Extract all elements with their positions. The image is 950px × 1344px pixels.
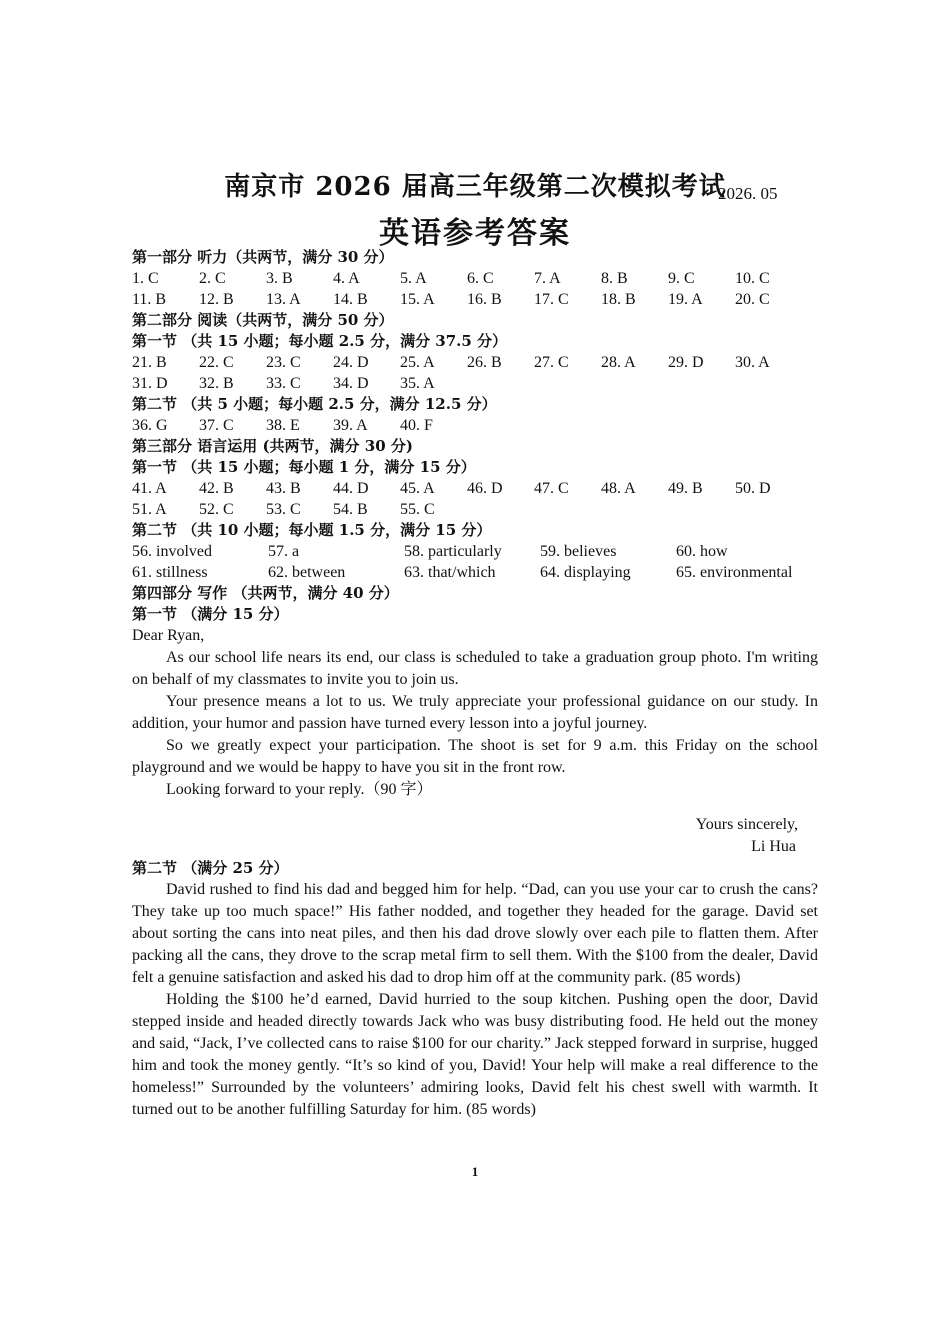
story-paragraph: Holding the $100 he’d earned, David hurried to the soup kitchen. Pushing open the door, David stepped inside and headed directly towards Jack who was busy distributing food. He held out the money and said, “Jack, I’ve collected cans to raise $100 for our charity.” Jack stepped forward in surprise, hugged him and took the money gently. “It’s so kind of you, David! Your help will make a real difference to the homeless!” Surrounded by the volunteers’ admiring looks, David felt his chest swell with warmth. It turned out to be another fulfilling Saturday for him. (85 words) bbox=[132, 991, 818, 1118]
answer-item: 26. B bbox=[467, 354, 502, 371]
letter-paragraph: So we greatly expect your participation. The shoot is set for 9 a.m. this Friday on the school playground and we would be happy to have you sit in the front row. bbox=[132, 737, 818, 776]
page-number: 1 bbox=[471, 1164, 479, 1179]
answer-item: 54. B bbox=[333, 501, 368, 518]
answer-item: 9. C bbox=[668, 270, 695, 287]
answer-item: 49. B bbox=[668, 480, 703, 497]
letter-paragraph: As our school life nears its end, our class is scheduled to take a graduation group photo. I'm writing on behalf of my classmates to invite you to join us. bbox=[132, 649, 818, 688]
answer-item: 53. C bbox=[266, 501, 301, 518]
answer-item: 14. B bbox=[333, 291, 368, 308]
answer-item: 41. A bbox=[132, 480, 167, 497]
answer-item: 22. C bbox=[199, 354, 234, 371]
letter-greeting: Dear Ryan, bbox=[132, 627, 205, 644]
answer-item: 19. A bbox=[668, 291, 703, 308]
answer-item: 16. B bbox=[467, 291, 502, 308]
answer-row bbox=[132, 478, 818, 499]
part4-section2-heading: 第二节 （满分 25 分） bbox=[132, 859, 289, 877]
answer-item: 42. B bbox=[199, 480, 234, 497]
part2-section1-heading: 第一节 （共 15 小题；每小题 2.5 分，满分 37.5 分） bbox=[132, 332, 508, 350]
answer-item: 57. a bbox=[268, 543, 300, 560]
answer-item: 61. stillness bbox=[132, 564, 208, 581]
answer-row bbox=[132, 562, 818, 583]
answer-item: 2. C bbox=[199, 270, 226, 287]
answer-item: 38. E bbox=[266, 417, 300, 434]
answer-item: 5. A bbox=[400, 270, 427, 287]
answer-row bbox=[132, 373, 818, 394]
answer-item: 34. D bbox=[333, 375, 369, 392]
letter-paragraph: Looking forward to your reply.（90 字） bbox=[166, 781, 433, 798]
part2-heading: 第二部分 阅读（共两节，满分 50 分） bbox=[132, 311, 394, 329]
answer-item: 52. C bbox=[199, 501, 234, 518]
answer-item: 59. believes bbox=[540, 543, 617, 560]
answer-item: 29. D bbox=[668, 354, 704, 371]
answer-row bbox=[132, 541, 818, 562]
answer-item: 10. C bbox=[735, 270, 770, 287]
part3-section1-heading: 第一节 （共 15 小题；每小题 1 分，满分 15 分） bbox=[132, 458, 476, 476]
answer-row bbox=[132, 415, 818, 436]
answer-item: 17. C bbox=[534, 291, 569, 308]
answer-item: 51. A bbox=[132, 501, 167, 518]
answer-item: 24. D bbox=[333, 354, 369, 371]
answer-row bbox=[132, 268, 818, 289]
answer-item: 50. D bbox=[735, 480, 771, 497]
answer-item: 6. C bbox=[467, 270, 494, 287]
answer-item: 18. B bbox=[601, 291, 636, 308]
answer-key-content bbox=[132, 247, 818, 1121]
answer-item: 56. involved bbox=[132, 543, 212, 560]
answer-item: 13. A bbox=[266, 291, 301, 308]
part4-section1-heading: 第一节 （满分 15 分） bbox=[132, 605, 289, 623]
answer-item: 40. F bbox=[400, 417, 433, 434]
answer-item: 63. that/which bbox=[404, 564, 496, 581]
letter-signature: Li Hua bbox=[751, 838, 796, 855]
part4-heading: 第四部分 写作 （共两节，满分 40 分） bbox=[132, 584, 399, 602]
answer-item: 31. D bbox=[132, 375, 168, 392]
answer-item: 46. D bbox=[467, 480, 503, 497]
answer-item: 27. C bbox=[534, 354, 569, 371]
answer-item: 7. A bbox=[534, 270, 561, 287]
answer-item: 64. displaying bbox=[540, 564, 631, 581]
answer-item: 20. C bbox=[735, 291, 770, 308]
exam-title: 南京市 2026 届高三年级第二次模拟考试 bbox=[224, 172, 726, 202]
part1-heading: 第一部分 听力（共两节，满分 30 分） bbox=[132, 248, 394, 266]
part3-section2-heading: 第二节 （共 10 小题；每小题 1.5 分，满分 15 分） bbox=[132, 521, 492, 539]
answer-item: 28. A bbox=[601, 354, 636, 371]
answer-item: 25. A bbox=[400, 354, 435, 371]
letter-paragraph: Your presence means a lot to us. We truly appreciate your professional guidance on our study. In addition, your humor and passion have turned every lesson into a joyful journey. bbox=[132, 693, 818, 732]
answer-item: 45. A bbox=[400, 480, 435, 497]
answer-item: 12. B bbox=[199, 291, 234, 308]
answer-item: 11. B bbox=[132, 291, 167, 308]
answer-item: 21. B bbox=[132, 354, 167, 371]
answer-row bbox=[132, 352, 818, 373]
answer-item: 62. between bbox=[268, 564, 346, 581]
answer-item: 58. particularly bbox=[404, 543, 502, 560]
answer-item: 55. C bbox=[400, 501, 435, 518]
answer-item: 3. B bbox=[266, 270, 293, 287]
answer-item: 23. C bbox=[266, 354, 301, 371]
answer-item: 39. A bbox=[333, 417, 368, 434]
answer-item: 4. A bbox=[333, 270, 360, 287]
answer-item: 37. C bbox=[199, 417, 234, 434]
letter-closing: Yours sincerely, bbox=[695, 816, 798, 833]
exam-title-row bbox=[0, 166, 950, 203]
part3-heading: 第三部分 语言运用 (共两节，满分 30 分) bbox=[132, 437, 413, 455]
story-paragraph: David rushed to find his dad and begged him for help. “Dad, can you use your car to crush the cans? They take up too much space!” His father nodded, and together they headed for the garage. David set about sorting the cans into neat piles, and then his dad drove slowly over each pile to flatten them. After packing all the cans, they drove to the scrap metal firm to sell them. With the $100 from the dealer, David felt a genuine satisfaction and asked his dad to drop him off at the community park. (85 words) bbox=[132, 881, 818, 986]
answer-item: 43. B bbox=[266, 480, 301, 497]
answer-item: 8. B bbox=[601, 270, 628, 287]
answer-item: 48. A bbox=[601, 480, 636, 497]
answer-item: 33. C bbox=[266, 375, 301, 392]
answer-item: 47. C bbox=[534, 480, 569, 497]
answer-item: 1. C bbox=[132, 270, 159, 287]
part2-section2-heading: 第二节 （共 5 小题；每小题 2.5 分，满分 12.5 分） bbox=[132, 395, 497, 413]
answer-row bbox=[132, 499, 818, 520]
answer-item: 36. G bbox=[132, 417, 168, 434]
exam-subtitle: 英语参考答案 bbox=[379, 216, 571, 251]
answer-item: 60. how bbox=[676, 543, 728, 560]
answer-item: 65. environmental bbox=[676, 564, 793, 581]
answer-row bbox=[132, 289, 818, 310]
exam-date: 2026. 05 bbox=[718, 184, 778, 203]
answer-item: 32. B bbox=[199, 375, 234, 392]
answer-item: 35. A bbox=[400, 375, 435, 392]
answer-item: 30. A bbox=[735, 354, 770, 371]
answer-item: 15. A bbox=[400, 291, 435, 308]
answer-item: 44. D bbox=[333, 480, 369, 497]
